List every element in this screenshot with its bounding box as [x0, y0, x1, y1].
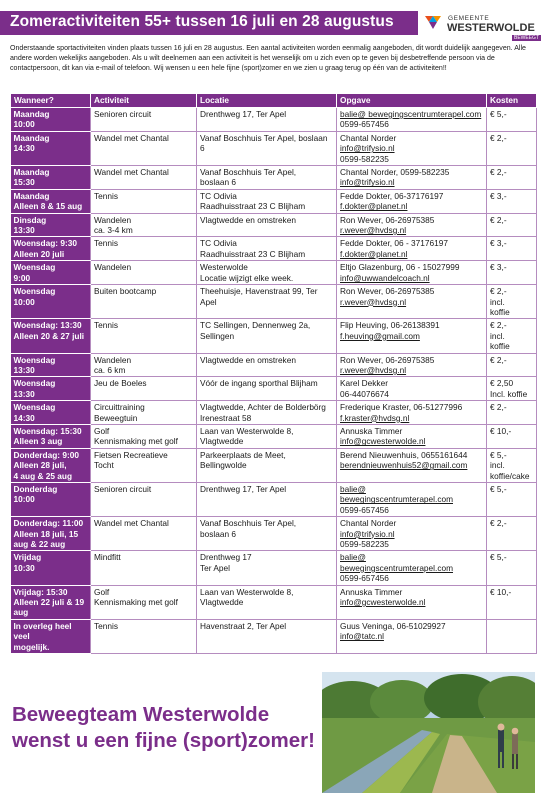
cell-contact — [337, 619, 487, 653]
contact-email-link[interactable]: info@gcwesterwolde.nl — [340, 436, 426, 447]
cell-when: Woensdag: 15:30 Alleen 3 aug — [11, 424, 91, 448]
cell-contact — [337, 131, 487, 165]
cell-when: Donderdag: 9:00 Alleen 28 juli, 4 aug & 25 aug — [11, 448, 91, 482]
header-contact: Opgave — [337, 94, 487, 108]
cell-contact — [337, 189, 487, 213]
cell-location: Vanaf Boschhuis Ter Apel, boslaan 6 — [197, 517, 337, 551]
table-row — [11, 401, 537, 425]
westerwolde-logo — [425, 12, 540, 41]
activity-schedule-table — [10, 93, 537, 654]
cell-location: Vanaf Boschhuis Ter Apel, boslaan 6 — [197, 131, 337, 165]
table-row — [11, 285, 537, 319]
cell-cost: € 3,- — [487, 189, 537, 213]
cell-location: Laan van Westerwolde 8, Vlagtwedde — [197, 424, 337, 448]
cell-activity: Wandel met Chantal — [91, 131, 197, 165]
cell-activity: Golf Kennismaking met golf — [91, 585, 197, 619]
cell-cost: € 5,- — [487, 551, 537, 585]
cell-contact — [337, 551, 487, 585]
cell-contact — [337, 166, 487, 190]
cell-contact — [337, 353, 487, 377]
cell-cost: € 5,- incl. koffie/cake — [487, 448, 537, 482]
cell-cost: € 2,- incl. koffie — [487, 285, 537, 319]
cell-activity: Tennis — [91, 319, 197, 353]
cell-cost: € 10,- — [487, 585, 537, 619]
contact-email-link[interactable]: balie@ bewegingscentrumterapel.com — [340, 484, 453, 505]
cell-cost: € 2,- — [487, 166, 537, 190]
contact-email-link[interactable]: f.kraster@hvdsg.nl — [340, 412, 410, 423]
cell-contact — [337, 213, 487, 237]
cell-location: Parkeerplaats de Meet, Bellingwolde — [197, 448, 337, 482]
cell-contact — [337, 585, 487, 619]
cell-activity: Wandel met Chantal — [91, 166, 197, 190]
table-row — [11, 189, 537, 213]
table-row — [11, 131, 537, 165]
cell-activity: Mindfitt — [91, 551, 197, 585]
cell-contact — [337, 285, 487, 319]
table-row — [11, 517, 537, 551]
cell-activity: Wandel met Chantal — [91, 517, 197, 551]
cell-cost: € 3,- — [487, 237, 537, 261]
cell-activity: Tennis — [91, 189, 197, 213]
cell-cost: € 3,- — [487, 261, 537, 285]
contact-name: Frederique Kraster, 06-51277996 — [340, 402, 463, 413]
cell-location: Drenthweg 17, Ter Apel — [197, 108, 337, 132]
logo-tag: BEWEEGT — [514, 35, 540, 41]
cell-activity: Senioren circuit — [91, 108, 197, 132]
header-location: Locatie — [197, 94, 337, 108]
contact-email-link[interactable]: info@gcwesterwolde.nl — [340, 597, 426, 608]
cell-cost: € 2,- incl. koffie — [487, 319, 537, 353]
header-activity: Activiteit — [91, 94, 197, 108]
contact-name: Chantal Norder — [340, 518, 397, 529]
cell-activity: Wandelen ca. 3-4 km — [91, 213, 197, 237]
intro-paragraph: Onderstaande sportactiviteiten vinden plaats tussen 16 juli en 28 augustus. Een aantal activiteiten worden eenmalig aangeboden, dit wordt duidelijk aangegeven. Alle andere worden wekelijks aangeboden. Als u wilt deelnemen aan een activiteit is het wenselijk om u zich even op te geven bij desbetreffende persoon via de contactpersoon, dit kan via e-mail of telefoon. Wij wensen u een hele fijne (sport)zomer en we zien u graag terug op één van de activiteiten!! — [10, 45, 526, 73]
cell-contact — [337, 448, 487, 482]
contact-name: Ron Wever, 06-26975385 — [340, 286, 435, 297]
cell-when: Vrijdag: 15:30 Alleen 22 juli & 19 aug — [11, 585, 91, 619]
cell-contact — [337, 237, 487, 261]
table-row — [11, 483, 537, 517]
contact-email-link[interactable]: f.heuving@gmail.com — [340, 330, 420, 341]
contact-name: Chantal Norder — [340, 132, 397, 143]
contact-phone: 0599-657456 — [340, 573, 389, 584]
contact-email-link[interactable]: f.dokter@planet.nl — [340, 201, 408, 212]
cell-activity: Golf Kennismaking met golf — [91, 424, 197, 448]
page-title: Zomeractiviteiten 55+ tussen 16 juli en 28 augustus — [10, 13, 394, 30]
table-header-row — [11, 94, 537, 108]
contact-email-link[interactable]: info@trifysio.nl — [340, 177, 395, 188]
cell-when: Woensdag 9:00 — [11, 261, 91, 285]
contact-email-link[interactable]: r.wever@hvdsg.nl — [340, 296, 407, 307]
contact-phone: 0599-657456 — [340, 119, 389, 130]
cell-location: TC Sellingen, Dennenweg 2a, Sellingen — [197, 319, 337, 353]
cell-location: TC Odivia Raadhuisstraat 23 C Blijham — [197, 237, 337, 261]
cell-contact — [337, 319, 487, 353]
table-row — [11, 261, 537, 285]
cell-cost: € 5,- — [487, 483, 537, 517]
contact-name: Annuska Timmer — [340, 586, 403, 597]
cell-location: Drenthweg 17, Ter Apel — [197, 483, 337, 517]
cell-activity: Senioren circuit — [91, 483, 197, 517]
contact-name: Berend Nieuwenhuis, 0655161644 — [340, 449, 468, 460]
header-when: Wanneer? — [11, 94, 91, 108]
cell-cost: € 2,50 Incl. koffie — [487, 377, 537, 401]
cell-activity: Tennis — [91, 237, 197, 261]
cell-when: Vrijdag 10:30 — [11, 551, 91, 585]
cell-location: TC Odivia Raadhuisstraat 23 C Blijham — [197, 189, 337, 213]
cell-contact — [337, 401, 487, 425]
cell-activity: Wandelen — [91, 261, 197, 285]
contact-name: Eltjo Glazenburg, 06 - 15027999 — [340, 262, 460, 273]
cell-when: Donderdag 10:00 — [11, 483, 91, 517]
cell-activity: Jeu de Boeles — [91, 377, 197, 401]
contact-email-link[interactable]: info@uwwandelcoach.nl — [340, 272, 430, 283]
cell-activity: Buiten bootcamp — [91, 285, 197, 319]
contact-email-link[interactable]: r.wever@hvdsg.nl — [340, 225, 407, 236]
contact-name: Guus Veninga, 06-51029927 — [340, 620, 446, 631]
cell-when: Woensdag 13:30 — [11, 353, 91, 377]
table-row — [11, 551, 537, 585]
cell-activity: Fietsen Recreatieve Tocht — [91, 448, 197, 482]
cell-contact — [337, 261, 487, 285]
logo-big-text: WESTERWOLDE — [447, 22, 535, 34]
contact-name: Annuska Timmer — [340, 425, 403, 436]
cell-contact — [337, 424, 487, 448]
cell-contact — [337, 517, 487, 551]
cell-when: In overleg heel veel mogelijk. — [11, 619, 91, 653]
table-row — [11, 585, 537, 619]
cell-when: Woensdag: 13:30 Alleen 20 & 27 juli — [11, 319, 91, 353]
cell-cost — [487, 619, 537, 653]
cell-when: Woensdag 10:00 — [11, 285, 91, 319]
cell-activity: Wandelen ca. 6 km — [91, 353, 197, 377]
header-cost: Kosten — [487, 94, 537, 108]
cell-activity: Tennis — [91, 619, 197, 653]
footer-line-1: Beweegteam Westerwolde — [12, 703, 270, 726]
contact-name: Ron Wever, 06-26975385 — [340, 354, 435, 365]
contact-email-link[interactable]: balie@ bewegingscentrumterapel.com — [340, 552, 453, 573]
cell-location: Vlagtwedde en omstreken — [197, 213, 337, 237]
cell-contact — [337, 377, 487, 401]
contact-name: Ron Wever, 06-26975385 — [340, 214, 435, 225]
cell-cost: € 10,- — [487, 424, 537, 448]
cell-cost: € 5,- — [487, 108, 537, 132]
cell-activity: Circuittraining Beweegtuin — [91, 401, 197, 425]
cell-location: Havenstraat 2, Ter Apel — [197, 619, 337, 653]
cell-when: Donderdag: 11:00 Alleen 18 juli, 15 aug & 22 aug — [11, 517, 91, 551]
cell-when: Maandag 10:00 — [11, 108, 91, 132]
photo-illustration — [322, 672, 535, 793]
table-row — [11, 108, 537, 132]
cell-location: Vanaf Boschhuis Ter Apel, boslaan 6 — [197, 166, 337, 190]
contact-name: Karel Dekker 06-44076674 — [340, 378, 389, 399]
cell-contact — [337, 108, 487, 132]
cell-contact — [337, 483, 487, 517]
cell-when: Woensdag 14:30 — [11, 401, 91, 425]
cell-cost: € 2,- — [487, 517, 537, 551]
table-row — [11, 619, 537, 653]
cell-when: Maandag 14:30 — [11, 131, 91, 165]
table-row — [11, 448, 537, 482]
table-row — [11, 353, 537, 377]
cell-when: Dinsdag 13:30 — [11, 213, 91, 237]
footer-message — [12, 702, 322, 754]
contact-email-link[interactable]: balie@ bewegingscentrumterapel.com — [340, 109, 482, 119]
cell-cost: € 2,- — [487, 401, 537, 425]
cell-location: Drenthweg 17 Ter Apel — [197, 551, 337, 585]
contact-email-link[interactable]: info@tatc.nl — [340, 631, 384, 642]
cell-location: Theehuisje, Havenstraat 99, Ter Apel — [197, 285, 337, 319]
cell-location: Vóór de ingang sporthal Blijham — [197, 377, 337, 401]
cell-when: Maandag 15:30 — [11, 166, 91, 190]
contact-phone: 0599-657456 — [340, 504, 389, 515]
cell-location: Laan van Westerwolde 8, Vlagtwedde — [197, 585, 337, 619]
cell-location: Vlagtwedde en omstreken — [197, 353, 337, 377]
cell-location: Vlagtwedde, Achter de Bolderbörg Irenestraat 58 — [197, 401, 337, 425]
contact-name: Flip Heuving, 06-26138391 — [340, 320, 440, 331]
contact-email-link[interactable]: info@trifysio.nl — [340, 528, 395, 539]
cell-cost: € 2,- — [487, 213, 537, 237]
table-row — [11, 377, 537, 401]
table-row — [11, 319, 537, 353]
contact-name: Chantal Norder, 0599-582235 — [340, 167, 450, 178]
cell-cost: € 2,- — [487, 353, 537, 377]
contact-email-link[interactable]: f.dokter@planet.nl — [340, 248, 408, 259]
contact-phone: 0599-582235 — [340, 153, 389, 164]
contact-email-link[interactable]: info@trifysio.nl — [340, 143, 395, 154]
contact-email-link[interactable]: berendnieuwenhuis52@gmail.com — [340, 460, 468, 471]
table-row — [11, 237, 537, 261]
cell-location: Westerwolde Locatie wijzigt elke week. — [197, 261, 337, 285]
cell-cost: € 2,- — [487, 131, 537, 165]
table-row — [11, 424, 537, 448]
footer-line-2: wenst u een fijne (sport)zomer! — [12, 729, 315, 752]
contact-phone: 0599-582235 — [340, 539, 389, 550]
cell-when: Woensdag: 9:30 Alleen 20 juli — [11, 237, 91, 261]
logo-small-text: GEMEENTE — [448, 15, 490, 22]
contact-email-link[interactable]: r.wever@hvdsg.nl — [340, 364, 407, 375]
cell-when: Maandag Alleen 8 & 15 aug — [11, 189, 91, 213]
walkers-by-canal-photo — [322, 672, 535, 793]
table-row — [11, 166, 537, 190]
cell-when: Woensdag 13:30 — [11, 377, 91, 401]
contact-name: Fedde Dokter, 06 - 37176197 — [340, 238, 448, 249]
contact-name: Fedde Dokter, 06-37176197 — [340, 190, 444, 201]
logo-mark-icon — [425, 14, 441, 30]
table-row — [11, 213, 537, 237]
